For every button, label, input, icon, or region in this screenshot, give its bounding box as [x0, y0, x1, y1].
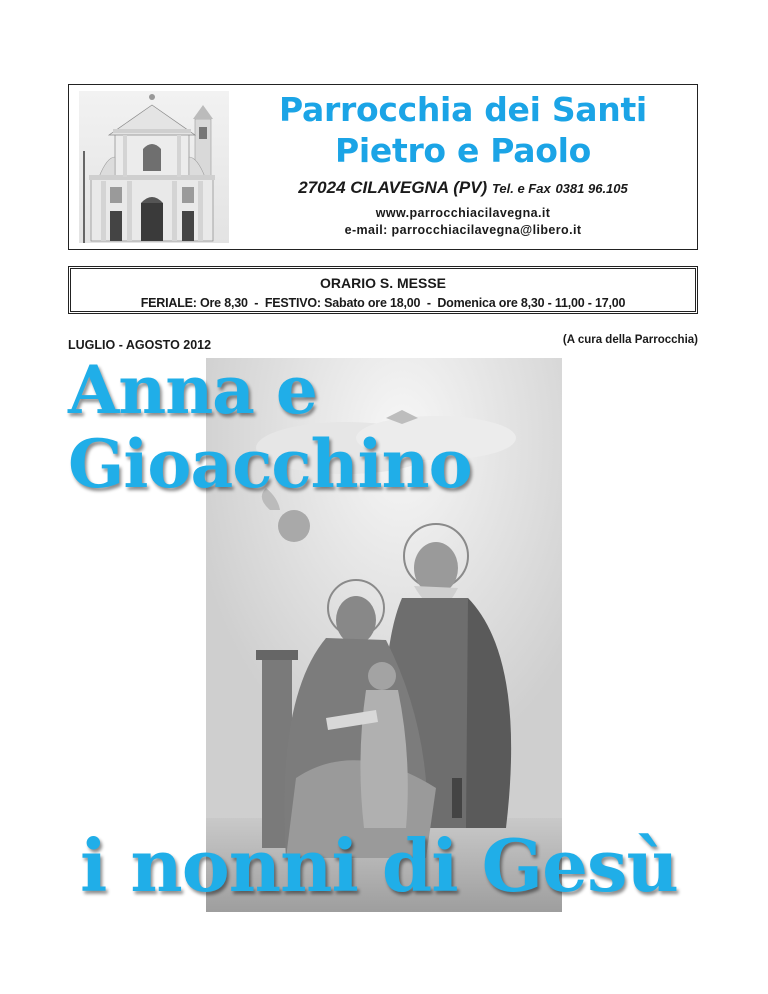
schedule-title: ORARIO S. MESSE [319, 275, 447, 291]
mass-schedule-box [68, 266, 698, 314]
parish-title-line-2: Pietro e Paolo [335, 131, 591, 170]
church-photo-icon [79, 91, 229, 243]
tel-number: 0381 96.105 [555, 181, 628, 196]
schedule-weekday: FERIALE: Ore 8,30 [140, 296, 248, 310]
schedule-holiday: FESTIVO: Sabato ore 18,00 [264, 296, 421, 310]
tel-label: Tel. e Fax [491, 181, 551, 196]
email[interactable]: e-mail: parrocchiacilavegna@libero.it [344, 223, 582, 237]
parish-title [229, 89, 697, 171]
headline-line-2: Gioacchino [68, 425, 472, 503]
headline-line-3: i nonni di Gesù [80, 823, 678, 908]
masthead-box [68, 84, 698, 250]
schedule-sunday: Domenica ore 8,30 - 11,00 - 17,00 [437, 296, 626, 310]
website[interactable]: www.parrocchiacilavegna.it [375, 206, 551, 220]
parish-title-line-1: Parrocchia dei Santi [279, 90, 647, 129]
curated-by: (A cura della Parrocchia) [562, 334, 698, 346]
headline-line-1: Anna e [68, 351, 317, 429]
address-line [229, 178, 697, 198]
address: 27024 CILAVEGNA (PV) [298, 178, 488, 197]
schedule-times: FERIALE: Ore 8,30 - FESTIVO: Sabato ore 18,00 - Domenica ore 8,30 - 11,00 - 17,00 [140, 296, 626, 310]
issue-date: LUGLIO - AGOSTO 2012 [68, 338, 212, 352]
